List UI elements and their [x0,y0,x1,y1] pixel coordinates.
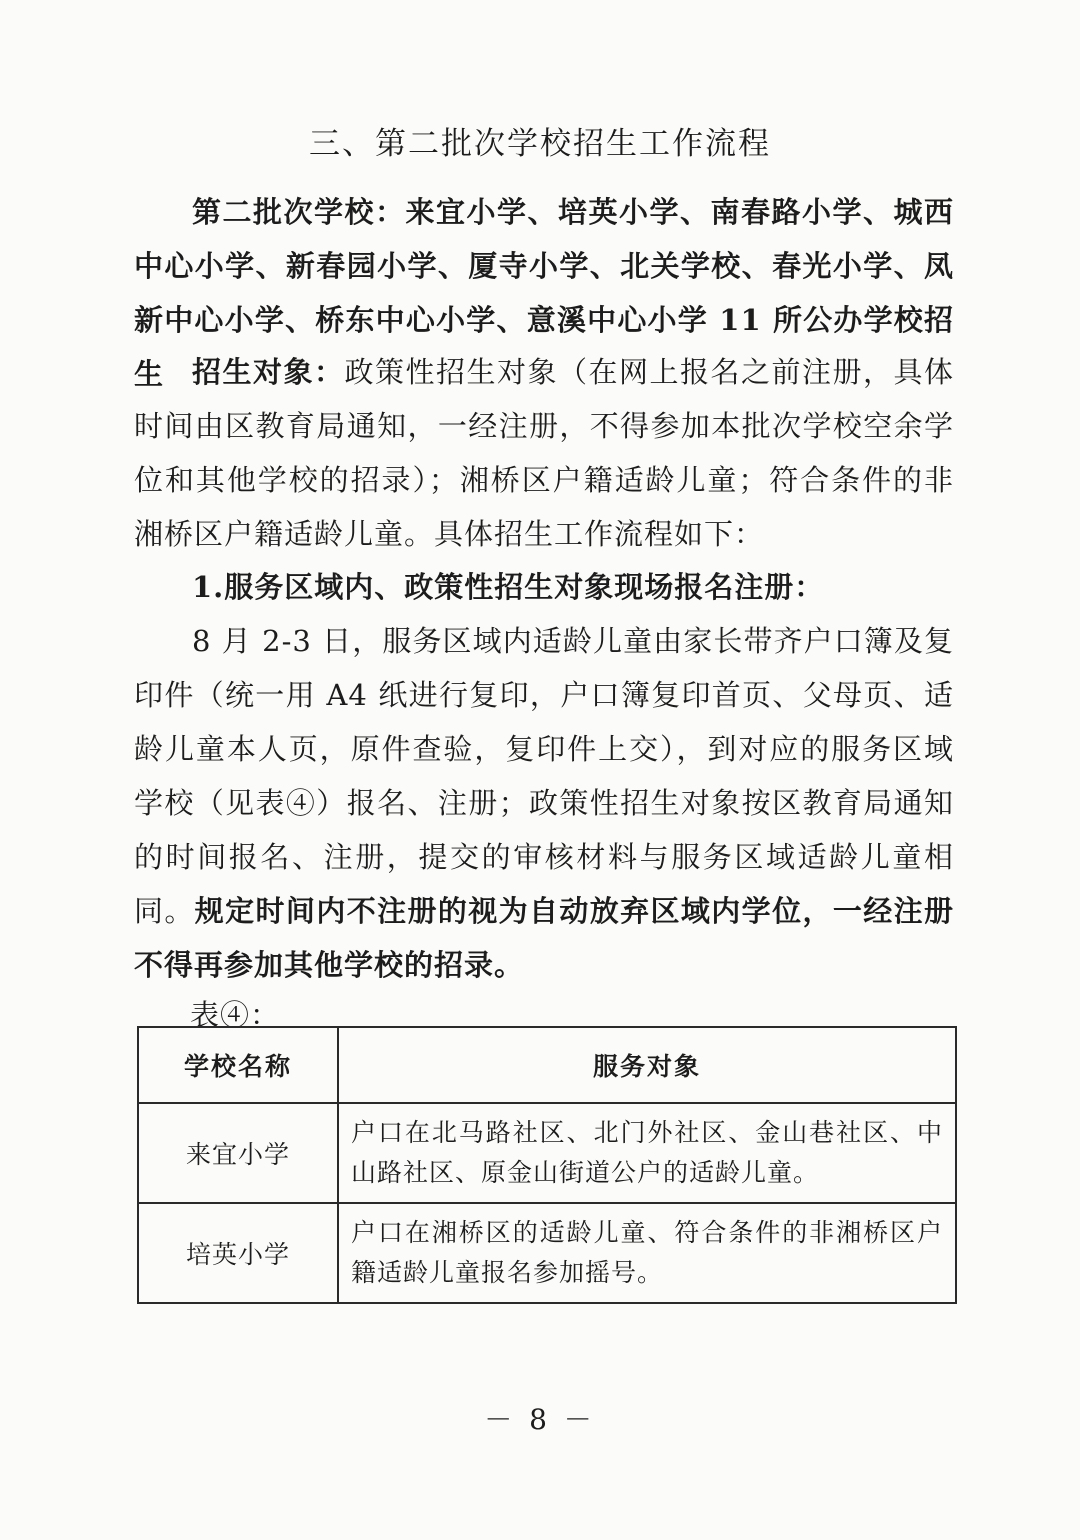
table-header-row [138,1027,956,1103]
step1-heading: 1.服务区域内、政策性招生对象现场报名注册： [192,570,825,604]
step1-paragraph [134,614,954,992]
table-row [138,1203,956,1303]
step1-text: 8 月 2-3 日，服务区域内适龄儿童由家长带齐户口簿及复印件（统一用 A4 纸进行复印，户口簿复印首页、父母页、适龄儿童本人页，原件查验，复印件上交），到对应的服务区域学校（见表④）报名、注册；政策性招生对象按区教育局通知的时间报名、注册，提交的审核材料与服务区域适龄儿童相同。 [134,624,954,928]
table-caption: 表④： [190,998,281,1032]
second-batch-schools-paragraph: 第二批次学校：来宜小学、培英小学、南春路小学、城西中心小学、新春园小学、厦寺小学、北关学校、春光小学、凤新中心小学、桥东中心小学、意溪中心小学 11 所公办学校招生 [134,195,954,391]
enrollment-targets-text: 政策性招生对象（在网上报名之前注册，具体时间由区教育局通知，一经注册，不得参加本批次学校空余学位和其他学校的招录）；湘桥区户籍适龄儿童；符合条件的非湘桥区户籍适龄儿童。具体招生工作流程如下： [134,355,954,551]
service-target-cell: 户口在湘桥区的适龄儿童、符合条件的非湘桥区户籍适龄儿童报名参加摇号。 [338,1203,956,1303]
header-school-name: 学校名称 [138,1027,338,1103]
section-title: 三、第二批次学校招生工作流程 [309,126,771,162]
step1-bold-text: 规定时间内不注册的视为自动放弃区域内学位，一经注册不得再参加其他学校的招录。 [134,894,954,982]
school-name-cell: 培英小学 [138,1203,338,1303]
page-number: － 8 － [484,1403,596,1436]
enrollment-targets-label: 招生对象： [192,355,345,389]
service-area-table [137,1026,957,1304]
service-target-cell: 户口在北马路社区、北门外社区、金山巷社区、中山路社区、原金山街道公户的适龄儿童。 [338,1103,956,1203]
enrollment-targets-paragraph [134,345,954,561]
table-row [138,1103,956,1203]
header-service-target: 服务对象 [338,1027,956,1103]
school-name-cell: 来宜小学 [138,1103,338,1203]
